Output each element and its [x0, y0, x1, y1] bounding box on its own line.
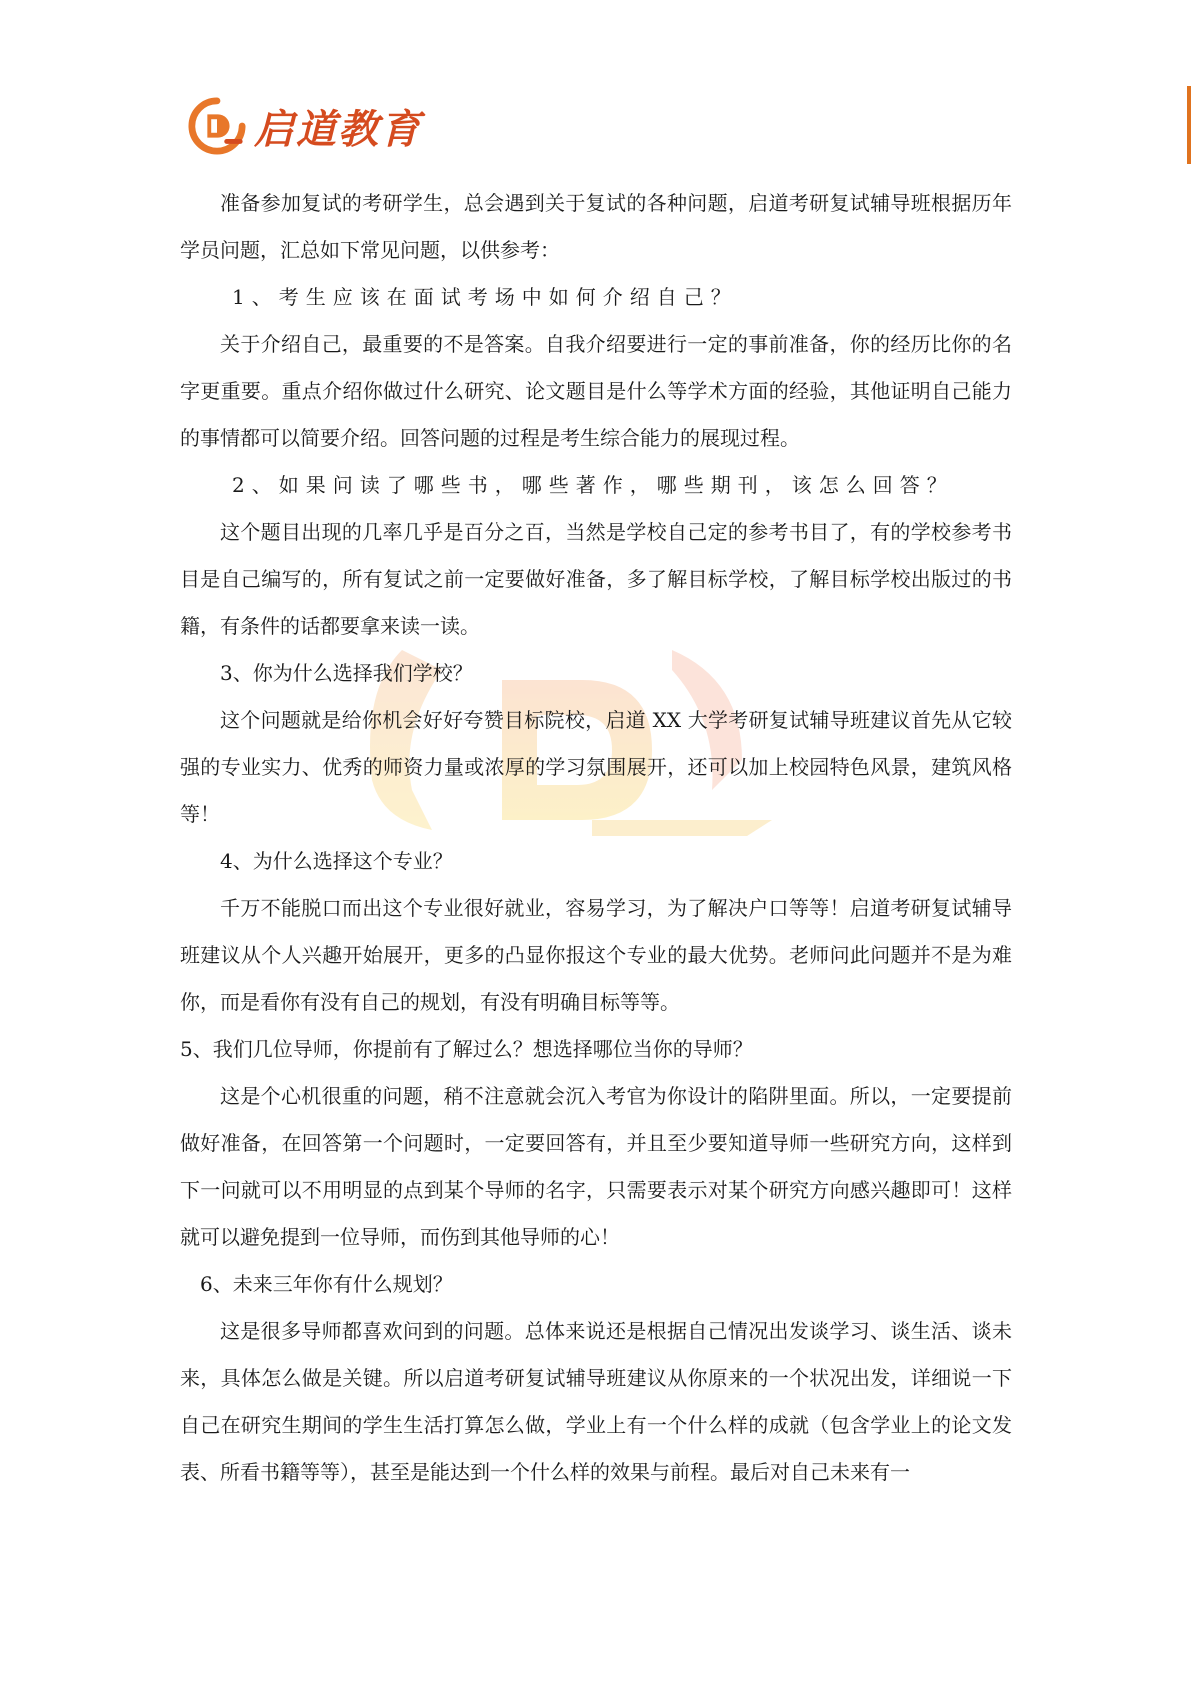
brand-logo — [188, 96, 422, 156]
question-heading-2: 2、如果问读了哪些书，哪些著作，哪些期刊，该怎么回答？ — [232, 473, 954, 497]
question-heading-6: 6、未来三年你有什么规划？ — [200, 1272, 453, 1296]
logo-d-icon — [188, 97, 246, 155]
brand-name: 启道教育 — [254, 105, 422, 153]
document-body — [180, 180, 1012, 1496]
answer-paragraph-3: 这个问题就是给你机会好好夸赞目标院校，启道 XX 大学考研复试辅导班建议首先从它较强的专业实力、优秀的师资力量或浓厚的学习氛围展开，还可以加上校园特色风景，建筑风格等！ — [180, 708, 1012, 826]
intro-paragraph: 准备参加复试的考研学生，总会遇到关于复试的各种问题，启道考研复试辅导班根据历年学员问题，汇总如下常见问题，以供参考： — [180, 191, 1012, 262]
question-heading-4: 4、为什么选择这个专业？ — [220, 849, 453, 873]
answer-paragraph-6: 这是很多导师都喜欢问到的问题。总体来说还是根据自己情况出发谈学习、谈生活、谈未来，具体怎么做是关键。所以启道考研复试辅导班建议从你原来的一个状况出发，详细说一下自己在研究生期间的学生生活打算怎么做，学业上有一个什么样的成就（包含学业上的论文发表、所看书籍等等），甚至是能达到一个什么样的效果与前程。最后对自己未来有一 — [180, 1319, 1012, 1484]
edge-accent-bar — [1187, 86, 1191, 164]
answer-paragraph-1: 关于介绍自己，最重要的不是答案。自我介绍要进行一定的事前准备，你的经历比你的名字更重要。重点介绍你做过什么研究、论文题目是什么等学术方面的经验，其他证明自己能力的事情都可以简要介绍。回答问题的过程是考生综合能力的展现过程。 — [180, 332, 1012, 450]
answer-paragraph-2: 这个题目出现的几率几乎是百分之百，当然是学校自己定的参考书目了，有的学校参考书目是自己编写的，所有复试之前一定要做好准备，多了解目标学校，了解目标学校出版过的书籍，有条件的话都要拿来读一读。 — [180, 520, 1012, 638]
question-heading-3: 3、你为什么选择我们学校？ — [220, 661, 473, 685]
answer-paragraph-4: 千万不能脱口而出这个专业很好就业，容易学习，为了解决户口等等！启道考研复试辅导班建议从个人兴趣开始展开，更多的凸显你报这个专业的最大优势。老师问此问题并不是为难你，而是看你有没有自己的规划，有没有明确目标等等。 — [180, 896, 1012, 1014]
question-heading-5: 5、我们几位导师，你提前有了解过么？想选择哪位当你的导师？ — [180, 1037, 753, 1061]
question-heading-1: 1、考生应该在面试考场中如何介绍自己？ — [232, 285, 738, 309]
answer-paragraph-5: 这是个心机很重的问题，稍不注意就会沉入考官为你设计的陷阱里面。所以，一定要提前做好准备，在回答第一个问题时，一定要回答有，并且至少要知道导师一些研究方向，这样到下一问就可以不用明显的点到某个导师的名字，只需要表示对某个研究方向感兴趣即可！这样就可以避免提到一位导师，而伤到其他导师的心！ — [180, 1084, 1012, 1249]
